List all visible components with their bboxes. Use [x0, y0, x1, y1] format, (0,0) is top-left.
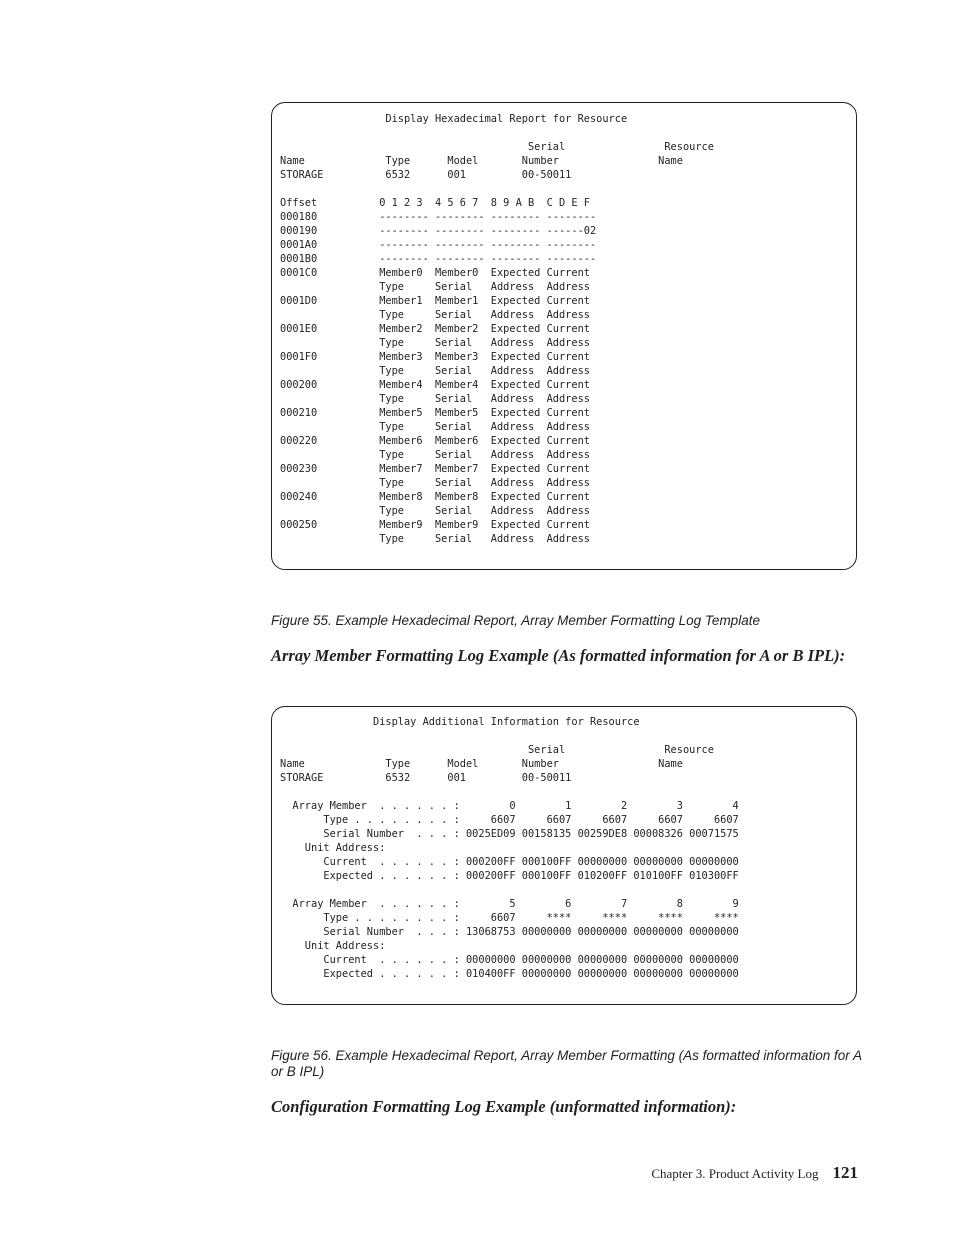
figure-55-caption: Figure 55. Example Hexadecimal Report, Array Member Formatting Log Template — [271, 613, 760, 628]
array-member-example-heading: Array Member Formatting Log Example (As formatted information for A or B IPL): — [271, 646, 846, 665]
configuration-example-heading: Configuration Formatting Log Example (unformatted information): — [271, 1097, 737, 1116]
figure-56-screen-box — [271, 706, 857, 1005]
figure-56-screen-text: Display Additional Information for Resource Serial Resource Name Type Model Number Name STORAGE 6532 001 00-50011 Array Member . . . . . . : 0 1 2 3 4 Type . . . . . . . . : 6607 6607 6607 6607 6607 Serial Number . . . : 0025ED09 00158135 00259DE8 00008326 00071575 Unit Address: Current . . . . . . : 000200FF 000100FF 00000000 00000000 00000000 Expected . . . . . . : 000200FF 000100FF 010200FF 010100FF 010300FF Array Member . . . . . . : 5 6 7 8 9 Type . . . . . . . . : 6607 **** **** **** **** Serial Number . . . : 13068753 00000000 00000000 00000000 00000000 Unit Address: Current . . . . . . : 00000000 00000000 00000000 00000000 00000000 Expected . . . . . . : 010400FF 00000000 00000000 00000000 00000000 — [280, 716, 739, 980]
figure-55-screen-text: Display Hexadecimal Report for Resource Serial Resource Name Type Model Number Name STORAGE 6532 001 00-50011 Offset 0 1 2 3 4 5 6 7 8 9 A B C D E F 000180 -------- -------- -------- -------- 000190 -------- -------- -------- ------02 0001A0 -------- -------- -------- -------- 0001B0 -------- -------- -------- -------- 0001C0 Member0 Member0 Expected Current Type Serial Address Address 0001D0 Member1 Member1 Expected Current Type Serial Address Address 0001E0 Member2 Member2 Expected Current Type Serial Address Address 0001F0 Member3 Member3 Expected Current Type Serial Address Address 000200 Member4 Member4 Expected Current Type Serial Address Address 000210 Member5 Member5 Expected Current Type Serial Address Address 000220 Member6 Member6 Expected Current Type Serial Address Address 000230 Member7 Member7 Expected Current Type Serial Address Address 000240 Member8 Member8 Expected Current Type Serial Address Address 000250 Member9 Member9 Expected Current Type Serial Address Address — [280, 113, 714, 545]
figure-55-screen-box — [271, 102, 857, 570]
page-number: 121 — [832, 1163, 858, 1182]
figure-56-caption: Figure 56. Example Hexadecimal Report, Array Member Formatting (As formatted information for A or B IPL) — [271, 1048, 862, 1079]
page-footer — [651, 1163, 858, 1183]
footer-chapter-title: Chapter 3. Product Activity Log — [651, 1166, 819, 1181]
